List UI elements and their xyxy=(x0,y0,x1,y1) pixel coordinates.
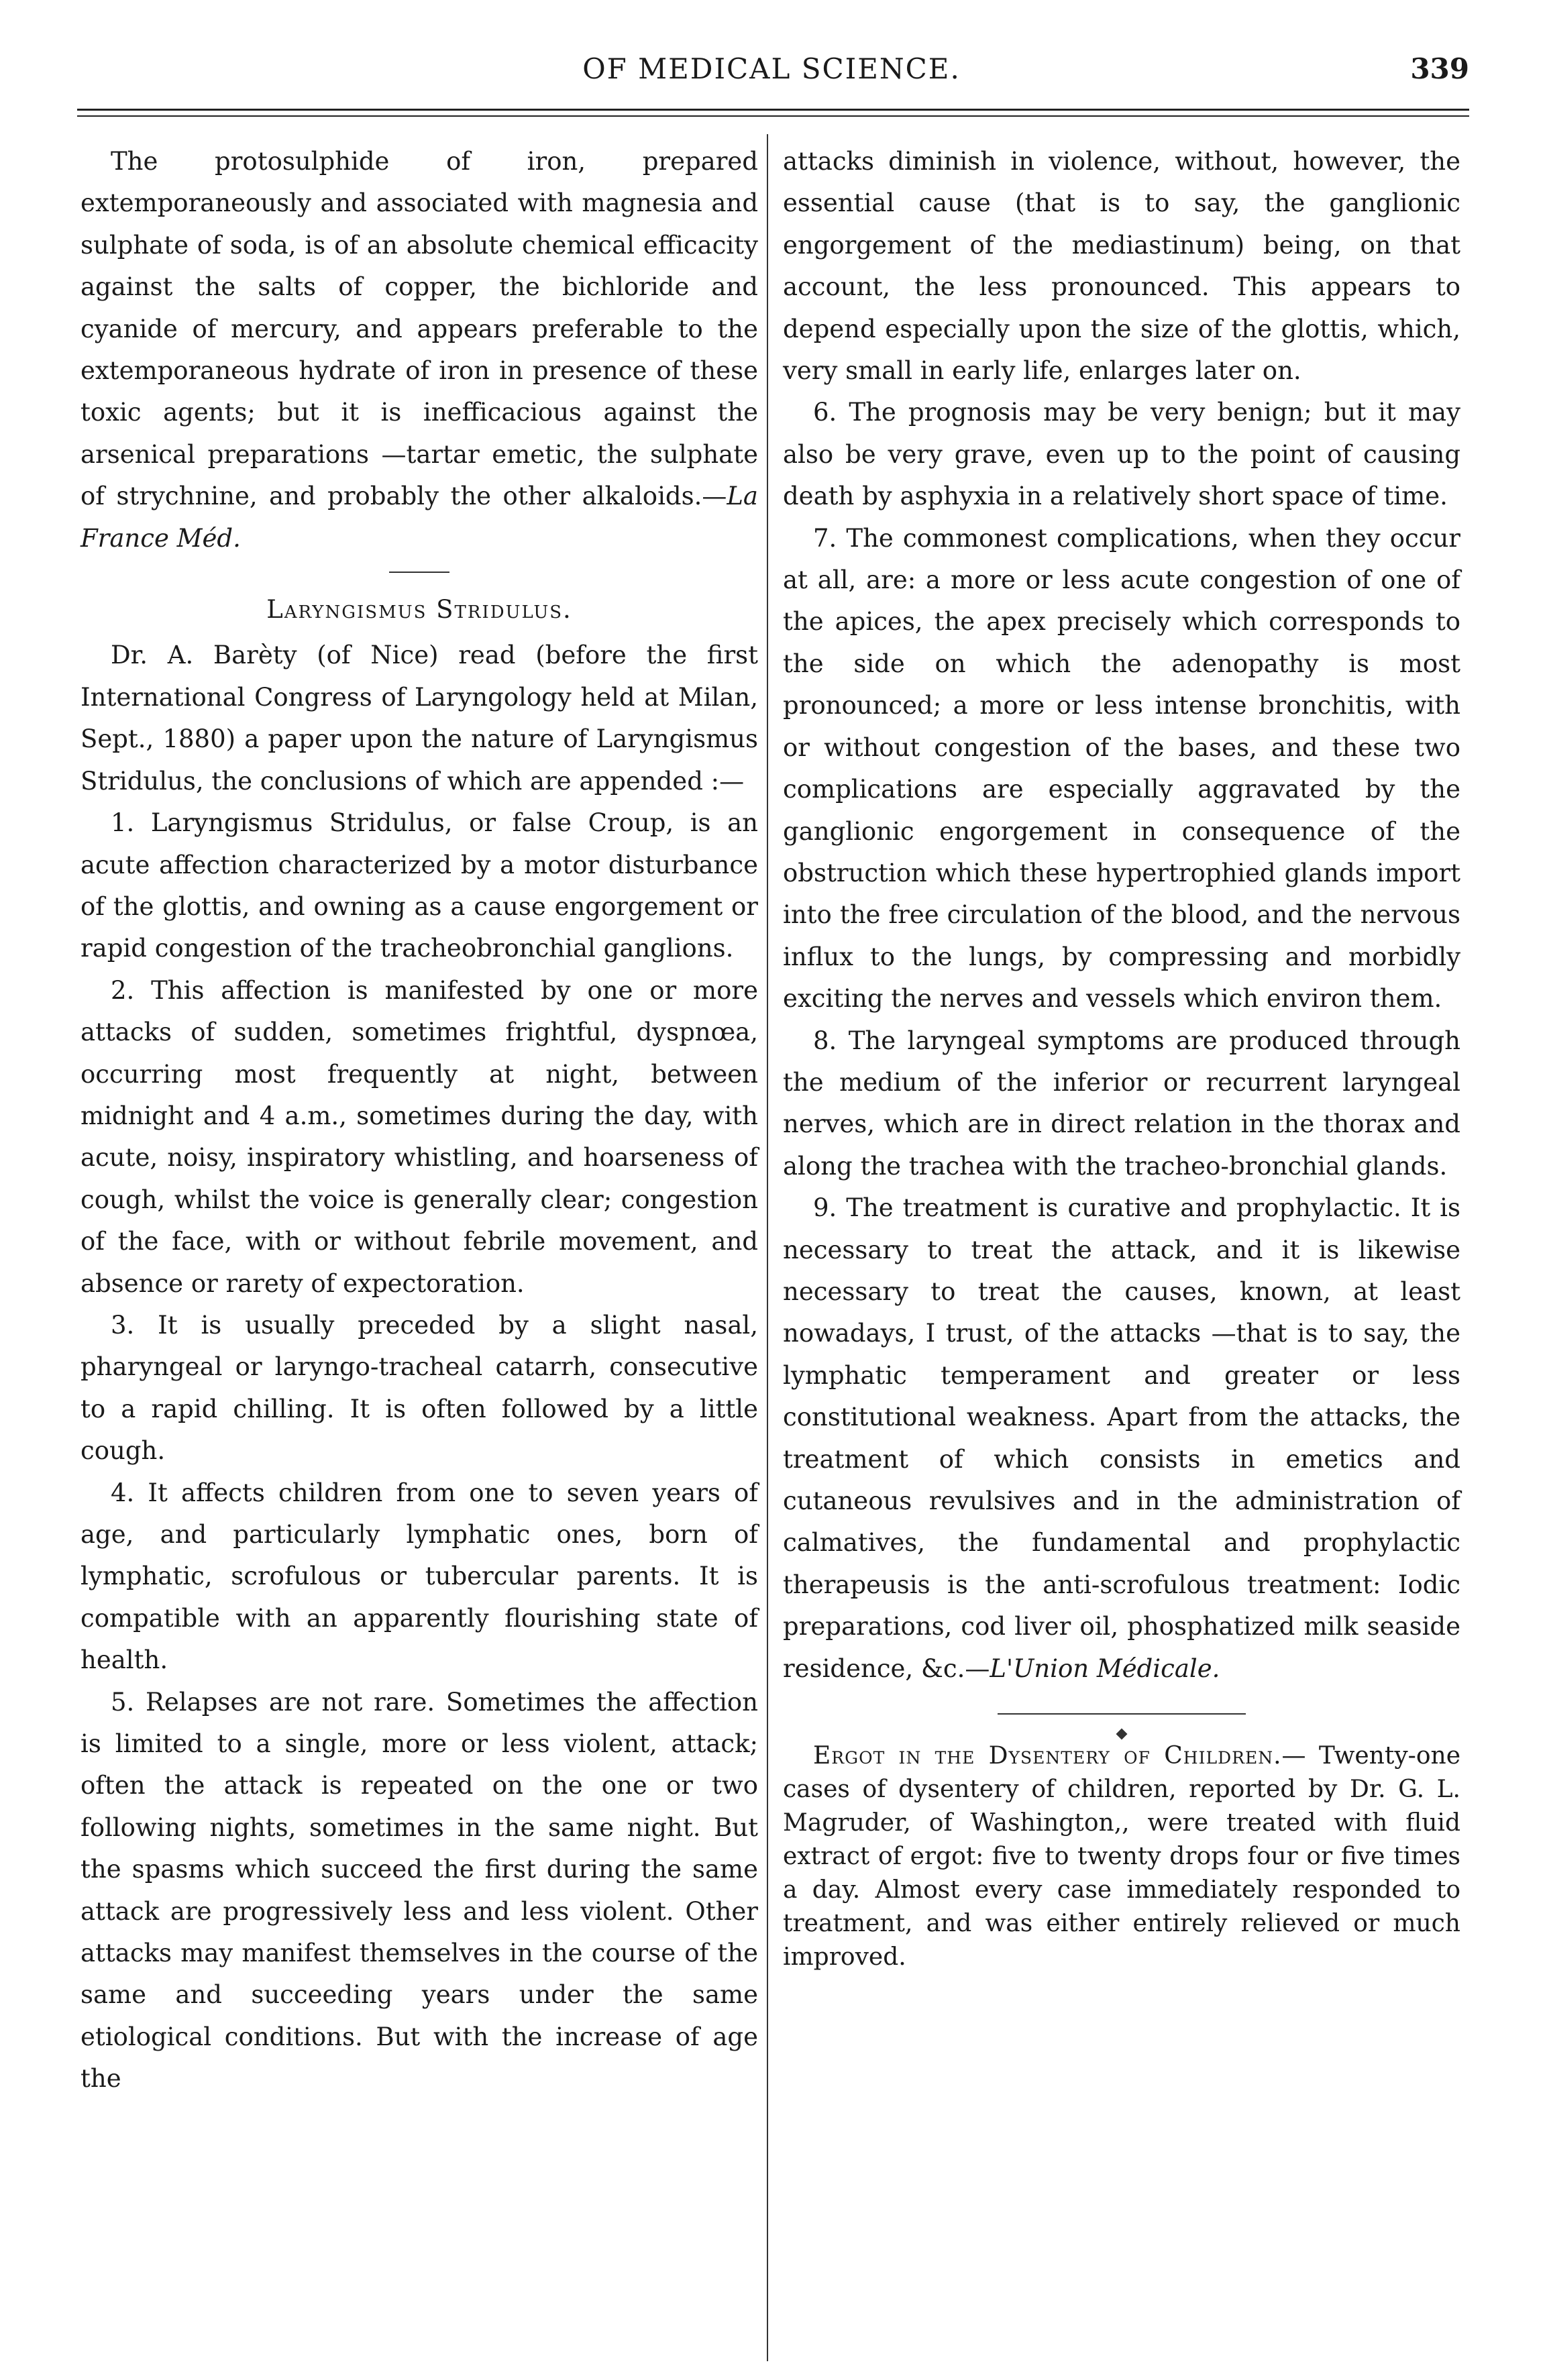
column-divider xyxy=(767,134,768,2361)
paragraph-conclusion-9 xyxy=(783,1187,1460,1690)
running-head xyxy=(74,52,1469,99)
paragraph-text: The protosulphide of iron, prepared extemporaneously and associated with magnesia and sulphate of soda, is of an absolute chemical efficacity against the salts of copper, the bichloride and cyanide of mercury, and appears preferable to the extemporaneous hydrate of iron in presence of these toxic agents; but it is inefficacious against the arsenical preparations —tartar emetic, the sulphate of strychnine, and probably the other alkaloids.— xyxy=(81,147,758,511)
paragraph-conclusion-5: 5. Relapses are not rare. Sometimes the affection is limited to a single, more or less violent, attack; often the attack is repeated on the one or two following nights, sometimes in the same night. But the spasms which succeed the first during the same attack are progressively less and less violent. Other attacks may manifest themselves in the course of the same and succeeding years under the same etiological conditions. But with the increase of age the xyxy=(81,1687,758,2094)
paragraph-conclusion-4: 4. It affects children from one to seven years of age, and particularly lymphatic ones, born of lymphatic, scrofulous or tubercular parents. It is compatible with an apparently flourishing state of health. xyxy=(81,1478,758,1675)
paragraph-conclusion-3: 3. It is usually preceded by a slight nasal, pharyngeal or laryngo-tracheal catarrh, consecutive to a rapid chilling. It is often followed by a little cough. xyxy=(81,1310,758,1466)
paragraph-intro: Dr. A. Barèty (of Nice) read (before the first International Congress of Laryngology held at Milan, Sept., 1880) a paper upon the nature of Laryngismus Stridulus, the conclusions of which are appended :— xyxy=(81,641,758,796)
paragraph-conclusion-8: 8. The laryngeal symptoms are produced through the medium of the inferior or recurrent laryngeal nerves, which are in direct relation in the thorax and along the trachea with the tracheo-bronchial glands. xyxy=(783,1026,1460,1181)
ornament-divider xyxy=(783,1707,1460,1721)
paragraph-iron-antidote xyxy=(81,141,758,559)
section-divider xyxy=(389,572,449,573)
right-column xyxy=(783,141,1460,1974)
source-citation: L'Union Médicale. xyxy=(990,1654,1220,1683)
paragraph-text: — Twenty-one cases of dysentery of children, reported by Dr. G. L. Magruder, of Washington,, were treated with fluid extract of ergot: five to twenty drops four or five times a day. Almost every case immediately responded to treatment, and was either entirely relieved or much improved. xyxy=(783,1742,1460,1971)
paragraph-conclusion-1: 1. Laryngismus Stridulus, or false Croup, is an acute affection characterized by a motor disturbance of the glottis, and owning as a cause engorgement or rapid congestion of the tracheobronchial ganglions. xyxy=(81,808,758,963)
header-rule xyxy=(77,109,1469,111)
source-citation: La France Méd. xyxy=(81,482,758,553)
paragraph-ergot xyxy=(783,1739,1460,1974)
paragraph-conclusion-6: 6. The prognosis may be very benign; but it may also be very grave, even up to the point of causing death by asphyxia in a relatively short space of time. xyxy=(783,398,1460,511)
header-rule-double xyxy=(77,115,1469,117)
left-column xyxy=(81,141,758,2100)
page-number: 339 xyxy=(1410,52,1469,85)
running-title: OF MEDICAL SCIENCE. xyxy=(582,52,961,85)
paragraph-text: 9. The treatment is curative and prophylactic. It is necessary to treat the attack, and it is likewise necessary to treat the causes, known, at least nowadays, I trust, of the attacks —that is to say, the lymphatic temperament and greater or less constitutional weakness. Apart from the attacks, the treatment of which consists in emetics and cutaneous revulsives and in the administration of calmatives, the fundamental and prophylactic therapeusis is the anti-scrofulous treatment: Iodic preparations, cod liver oil, phosphatized milk seaside residence, &c.— xyxy=(783,1193,1460,1683)
paragraph-conclusion-7: 7. The commonest complications, when they occur at all, are: a more or less acute congestion of one of the apices, the apex precisely which corresponds to the side on which the adenopathy is most pronounced; a more or less intense bronchitis, with or without congestion of the bases, and these two complications are especially aggravated by the ganglionic engorgement in consequence of the obstruction which these hypertrophied glands import into the free circulation of the blood, and the nervous influx to the lungs, by compressing and morbidly exciting the nerves and vessels which environ them. xyxy=(783,523,1460,1014)
paragraph-continuation: attacks diminish in violence, without, however, the essential cause (that is to say, the ganglionic engorgement of the mediastinum) being, on that account, the less pronounced. This appears to depend especially upon the size of the glottis, which, very small in early life, enlarges later on. xyxy=(783,147,1460,386)
section-heading-ergot: Ergot in the Dysentery of Children. xyxy=(813,1742,1282,1770)
section-title-laryngismus: Laryngismus Stridulus. xyxy=(266,595,572,625)
paragraph-conclusion-2: 2. This affection is manifested by one or more attacks of sudden, sometimes frightful, dyspnœa, occurring most frequently at night, between midnight and 4 a.m., sometimes during the day, with acute, noisy, inspiratory whistling, and hoarseness of cough, whilst the voice is generally clear; congestion of the face, with or without febrile movement, and absence or rarety of expectoration. xyxy=(81,975,758,1298)
ornament-diamond-icon xyxy=(1116,1729,1128,1740)
